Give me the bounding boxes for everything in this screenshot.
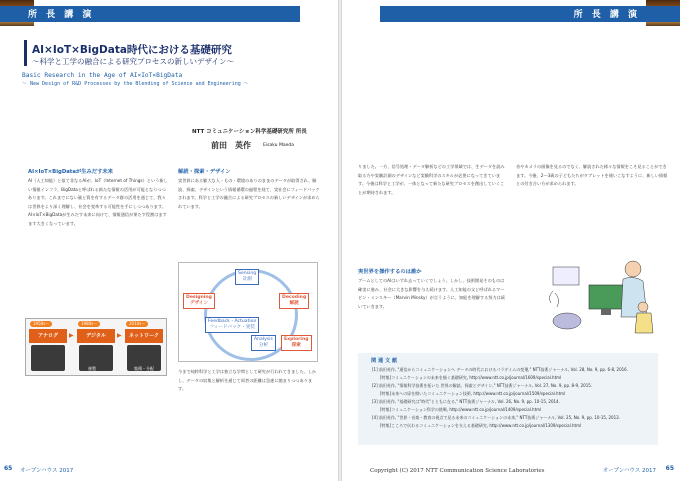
node-en: Sensing	[238, 271, 257, 276]
reference-item: [特集]コミュニケーション科学の挑戦, http://www.ntt.co.jp/journal/1409/special.html	[372, 407, 542, 412]
section-heading: 実世界を操作するのは誰か	[358, 269, 422, 275]
left-page	[0, 0, 338, 481]
family-illustration	[543, 247, 661, 343]
figure-caption: 集積・分配	[134, 366, 154, 371]
device-image	[31, 345, 65, 371]
node-jp: 計測	[242, 277, 252, 282]
page-number: 65	[665, 465, 674, 472]
monitor-stand	[601, 309, 611, 315]
robot-vacuum	[553, 313, 581, 329]
references-box	[358, 353, 658, 445]
section-body: 音やカメラの画像を見るのでなく、解読された様々な情報をこそ見ることができます。今後、2〜3歳の子どもたちがタブレットを使いこなすように、新しい情報との付き合い方が求められます。	[516, 164, 668, 187]
era-label: 2010s〜	[126, 321, 148, 327]
header-label: 所 長 講 演	[28, 10, 95, 20]
node-en: Exploring	[284, 337, 309, 342]
figure-caption: 複製	[88, 366, 96, 371]
node-jp: 解読	[289, 301, 299, 306]
section-body: りました。一方、信号処理・データ解析などの工学領域では、生データを読み取る方や実験計測のデザインなど実験科学のスキルが必要になってきています。今後は科学と工学が、一体となって新たな研究プロセスを創出していくことが期待されます。	[358, 164, 505, 195]
reference-item: [4] 前田英作, "世界・音楽・教育の視点で見る未来のコミュニケーションの未来," NTT技術ジャーナル, Vol. 25, No. 9, pp. 10-15, 2013.	[372, 415, 620, 420]
section-heading: AI×IoT×BigDataが生みだす未来	[28, 169, 113, 175]
reference-item: [1] 前田英作, "通信からコミュニケーションへ データの時代におけるパラダイムの変遷," NTT技術ジャーナル, Vol. 28, No. 9, pp. 6-8, 2016.	[372, 367, 628, 372]
node-en: Feedback・Actuation	[208, 319, 257, 324]
english-title: Basic Research in the Age of AI×IoT×BigData	[22, 72, 183, 79]
author-affiliation: NTT コミュニケーション科学基礎研究所 所長	[192, 129, 307, 135]
child-head	[638, 302, 648, 312]
reference-item: [特集]コミュニケーションの未来を描く基礎研究, http://www.ntt.co.jp/journal/1609/special.html	[372, 375, 562, 380]
node-jp: 分析	[258, 343, 269, 348]
node-analysis	[251, 335, 276, 351]
reference-item: [2] 前田英作, "情報科学技術を拓いた 世界の解読、探索とデザイン," NTT技術ジャーナル, Vol. 27, No. 9, pp. 8-9, 2015.	[372, 383, 593, 388]
header-bar	[0, 6, 300, 22]
header-label: 所 長 講 演	[573, 10, 640, 20]
signal-lines	[549, 291, 558, 307]
author-name: 前田 英作	[211, 141, 251, 150]
era-label: 1950s〜	[30, 321, 52, 327]
section-heading: 解読・探索・デザイン	[178, 169, 231, 175]
section-body: 今まで純粋科学と工学は独立な学問として研究が行われてきました。しかし、データの収集と解析を通じて両者の距離は急速に縮まりつつあります。	[178, 369, 317, 392]
speech-bubble	[553, 267, 579, 285]
child-body	[635, 313, 653, 333]
node-jp: フィードバック・実装	[209, 325, 255, 330]
node-decoding	[279, 293, 309, 309]
node-jp: デザイン	[189, 301, 208, 306]
copyright-notice: Copyright (C) 2017 NTT Communication Science Laboratories	[370, 468, 545, 474]
author-name-en: Eisaku Maeda	[263, 143, 294, 148]
page-number: 65	[4, 465, 13, 472]
figure-history	[25, 318, 167, 376]
node-feedback	[205, 317, 259, 333]
reference-item: [特集]未来への扉を開いたコミュニケーション技術, http://www.ntt.co.jp/journal/1509/special.html	[372, 391, 566, 396]
era-block: アナログ	[29, 329, 67, 343]
references-title: 関 連 文 献	[371, 358, 398, 364]
era-block: ネットワーク	[125, 329, 163, 343]
arrow-icon: ▶	[69, 332, 74, 339]
article-subtitle: 〜科学と工学の融合による研究プロセスの新しいデザイン〜	[32, 57, 234, 66]
arrow-icon: ▶	[117, 332, 122, 339]
figure-cycle	[178, 262, 318, 362]
era-label: 1980s〜	[78, 321, 100, 327]
node-en: Designing	[186, 295, 212, 300]
reference-item: [3] 前田英作, "基礎研究は"時代"とともに在る," NTT技術ジャーナル, Vol. 26, No. 9, pp. 10-15, 2014.	[372, 399, 560, 404]
era-block: デジタル	[77, 329, 115, 343]
node-jp: 探索	[291, 343, 301, 348]
node-sensing	[235, 269, 259, 285]
header-bar	[380, 6, 680, 22]
person-head	[625, 261, 641, 277]
title-rule	[24, 40, 27, 66]
reference-item: [特集]こころで伝わるコミュニケーションを支える基礎研究, http://www.ntt.co.jp/journal/1309/special.html	[372, 423, 582, 428]
english-subtitle: 〜 New Design of R&D Processes by the Blending of Science and Engineering 〜	[22, 81, 249, 87]
device-image	[79, 345, 113, 371]
section-body: AI（人工知能）と似て非なるAIが、IoT（Internet of Things）という新しい情報インフラ、BigDataと呼ばれる新たな情報の活用が可能となりつつあります。これまでにない量と質を有するデータ群の活用を通じて、我々は世界をより深く理解し、社会を変革する可能性を手にしつつあります。AI×IoT×BigDataが生みだす未来に向けて、情報通信が果たす役割はますます大きくなっています。	[28, 178, 168, 226]
node-exploring	[281, 335, 312, 351]
section-body: 実世界にある膨大な人・もの・環境のありのままのデータが取得され、解読、探索、デザインという情報循環の過程を経て、実社会にフィードバックされます。科学と工学の融合による研究プロセスの新しいデザインが求められています。	[178, 178, 320, 209]
node-en: Analysis	[254, 337, 273, 342]
footer-label: オープンハウス 2017	[20, 468, 74, 474]
article-title: AI×IoT×BigData時代における基礎研究	[32, 44, 232, 56]
node-en: Decoding	[282, 295, 307, 300]
footer-label: オープンハウス 2017	[602, 468, 656, 474]
node-designing	[183, 293, 215, 309]
monitor-shape	[589, 285, 623, 309]
section-body: ブームとしてのAIはいずれ去っていくでしょう。しかし、技術開発そのものは確実に進み、社会に大きな影響を与え続けます。人工知能の父と呼ばれるマービン・ミンスキー（Marvin Minsky）が言うように、知能を理解する努力は続いていきます。	[358, 278, 506, 309]
